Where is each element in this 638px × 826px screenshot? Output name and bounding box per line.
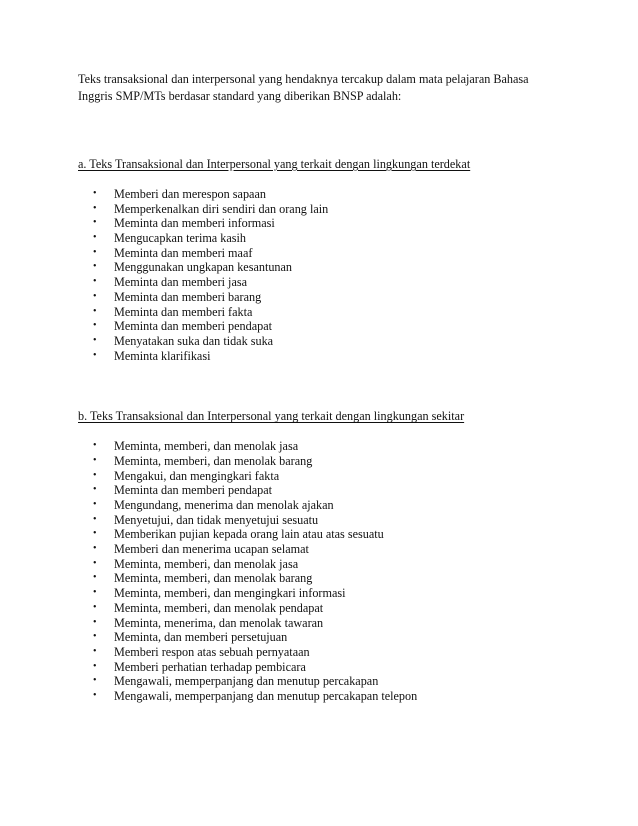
bullet-icon: • (93, 290, 97, 302)
bullet-icon: • (93, 232, 97, 244)
list-item (78, 674, 558, 689)
list-item (78, 246, 558, 261)
list-item-text: Menggunakan ungkapan kesantunan (114, 260, 293, 275)
bullet-icon: • (93, 616, 97, 628)
list-item (78, 202, 558, 217)
list-item-text: Menyatakan suka dan tidak suka (114, 333, 274, 348)
list-item (78, 275, 558, 290)
list-item (78, 571, 558, 586)
list-item-text: Meminta klarifikasi (114, 348, 211, 363)
list-item-text: Memberi respon atas sebuah pernyataan (114, 644, 310, 659)
list-item (78, 557, 558, 572)
bullet-icon: • (93, 217, 97, 229)
section-a-heading: a. Teks Transaksional dan Interpersonal yang terkait dengan lingkungan terdekat (78, 157, 471, 171)
bullet-icon: • (93, 631, 97, 643)
list-item-text: Meminta, dan memberi persetujuan (114, 630, 288, 645)
list-item-text: Mengakui, dan mengingkari fakta (114, 468, 280, 483)
bullet-icon: • (93, 513, 97, 525)
intro-paragraph: Teks transaksional dan interpersonal yang hendaknya tercakup dalam mata pelajaran Bahasa Inggris SMP/MTs berdasar standard yang diberikan BNSP adalah: (78, 72, 529, 103)
list-item (78, 260, 558, 275)
bullet-icon: • (93, 261, 97, 273)
list-item-text: Memberikan pujian kepada orang lain atau atas sesuatu (114, 527, 384, 542)
bullet-icon: • (93, 601, 97, 613)
list-item-text: Meminta, memberi, dan menolak barang (114, 571, 313, 586)
section-a-list (78, 187, 558, 363)
bullet-icon: • (93, 320, 97, 332)
bullet-icon: • (93, 188, 97, 199)
list-item-text: Meminta dan memberi fakta (114, 304, 253, 319)
list-item (78, 216, 558, 231)
bullet-icon: • (93, 202, 97, 214)
bullet-icon: • (93, 276, 97, 288)
list-item (78, 616, 558, 631)
list-item (78, 319, 558, 334)
list-item (78, 586, 558, 601)
list-item (78, 542, 558, 557)
list-item-text: Meminta dan memberi jasa (114, 275, 248, 290)
bullet-icon: • (93, 572, 97, 584)
list-item-text: Memberi dan menerima ucapan selamat (114, 542, 309, 557)
list-item (78, 334, 558, 349)
bullet-icon: • (93, 469, 97, 481)
list-item-text: Meminta dan memberi pendapat (114, 483, 273, 498)
list-item-text: Meminta dan memberi pendapat (114, 319, 273, 334)
bullet-icon: • (93, 499, 97, 510)
list-item (78, 483, 558, 498)
list-item-text: Mengundang, menerima dan menolak ajakan (114, 498, 334, 512)
list-item-text: Meminta dan memberi informasi (114, 216, 275, 231)
list-item-text: Menyetujui, dan tidak menyetujui sesuatu (114, 512, 319, 527)
list-item-text: Meminta dan memberi barang (114, 289, 262, 304)
list-item-text: Mengucapkan terima kasih (114, 231, 246, 246)
bullet-icon: • (93, 660, 97, 672)
section-b-heading: b. Teks Transaksional dan Interpersonal yang terkait dengan lingkungan sekitar (78, 409, 465, 424)
list-item-text: Mengawali, memperpanjang dan menutup percakapan telepon (114, 688, 418, 703)
list-item (78, 290, 558, 305)
list-item-text: Meminta, memberi, dan menolak pendapat (114, 600, 324, 615)
bullet-icon: • (93, 675, 97, 687)
bullet-icon: • (93, 334, 97, 346)
list-item-text: Memberi dan merespon sapaan (114, 187, 266, 201)
list-item-text: Meminta, memberi, dan mengingkari informasi (114, 586, 346, 601)
list-item-text: Meminta, memberi, dan menolak jasa (114, 439, 299, 454)
bullet-icon: • (93, 645, 97, 657)
list-item (78, 231, 558, 246)
section-a (78, 157, 558, 363)
list-item (78, 513, 558, 528)
list-item (78, 187, 558, 202)
list-item (78, 630, 558, 645)
list-item (78, 498, 558, 513)
list-item (78, 527, 558, 542)
list-item-text: Meminta dan memberi maaf (114, 245, 253, 260)
list-item-text: Meminta, memberi, dan menolak jasa (114, 556, 299, 571)
list-item (78, 349, 558, 364)
bullet-icon: • (93, 484, 97, 496)
list-item-text: Mengawali, memperpanjang dan menutup percakapan (114, 674, 379, 689)
list-item (78, 469, 558, 484)
bullet-icon: • (93, 305, 97, 317)
bullet-icon: • (93, 528, 97, 540)
list-item (78, 645, 558, 660)
bullet-icon: • (93, 587, 97, 599)
list-item-text: Meminta, memberi, dan menolak barang (114, 453, 313, 468)
bullet-icon: • (93, 440, 97, 452)
list-item (78, 454, 558, 469)
section-b (78, 409, 558, 703)
bullet-icon: • (93, 689, 97, 701)
list-item (78, 660, 558, 675)
bullet-icon: • (93, 454, 97, 466)
list-item (78, 305, 558, 320)
list-item (78, 689, 558, 704)
list-item-text: Memperkenalkan diri sendiri dan orang lain (114, 201, 329, 216)
document-page (78, 71, 558, 704)
bullet-icon: • (93, 246, 97, 258)
list-item (78, 601, 558, 616)
list-item-text: Memberi perhatian terhadap pembicara (114, 659, 306, 674)
bullet-icon: • (93, 557, 97, 569)
bullet-icon: • (93, 349, 97, 361)
list-item-text: Meminta, menerima, dan menolak tawaran (114, 615, 324, 630)
section-b-list (78, 439, 558, 703)
list-item (78, 439, 558, 454)
bullet-icon: • (93, 543, 97, 555)
